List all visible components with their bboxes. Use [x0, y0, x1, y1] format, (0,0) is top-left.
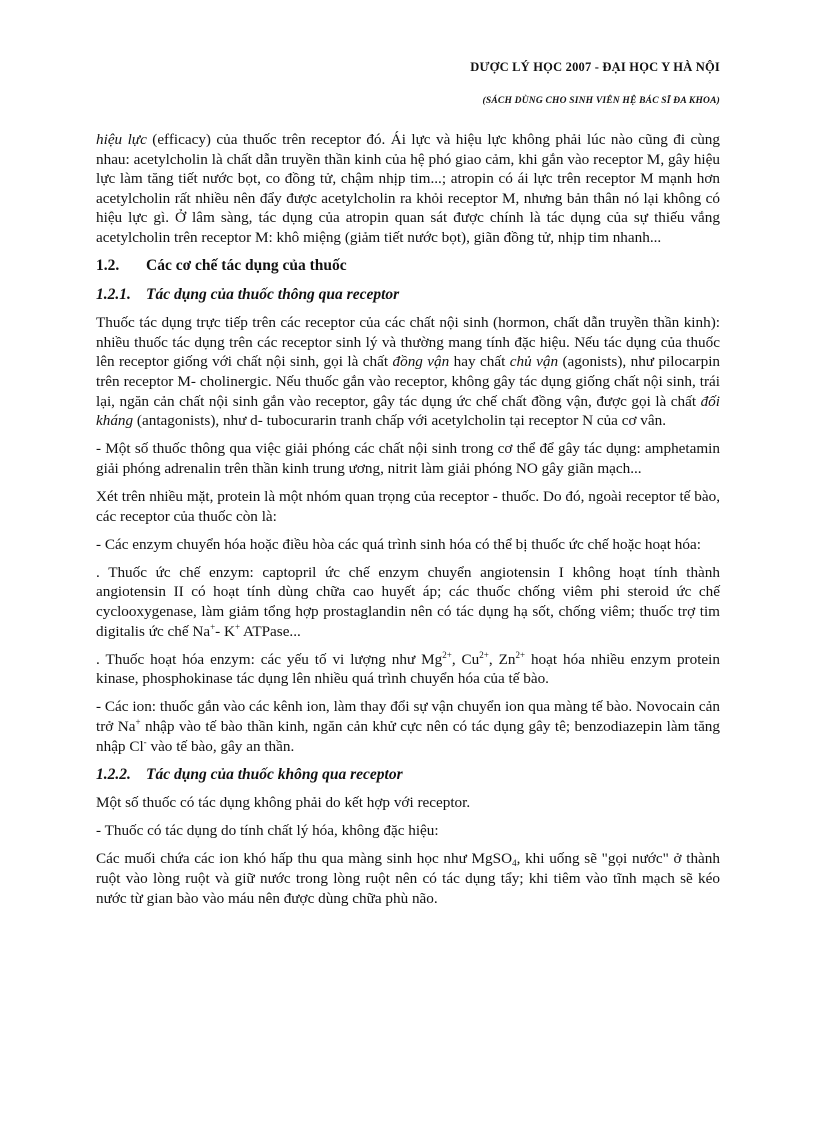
paragraph-ion-channels: - Các ion: thuốc gắn vào các kênh ion, làm thay đổi sự vận chuyển ion qua màng tế bào. Novocain cản trở Na+ nhập vào tế bào thần kinh, ngăn cản khử cực nên có tác dụng gây tê; benzodiazepin làm tăng nhập Cl- vào tế bào, gây an thần. [96, 698, 720, 755]
section-title: Các cơ chế tác dụng của thuốc [146, 257, 347, 275]
section-heading-1-2-1 [96, 285, 720, 305]
term-agonist-2: chủ vận [509, 353, 559, 371]
section-number: 1.2. [96, 257, 120, 275]
section-title: Tác dụng của thuốc thông qua receptor [146, 285, 400, 303]
paragraph-enzymes: - Các enzym chuyển hóa hoặc điều hòa các quá trình sinh hóa có thể bị thuốc ức chế hoặc hoạt hóa: [96, 535, 701, 553]
section-title: Tác dụng của thuốc không qua receptor [146, 765, 403, 783]
paragraph-osmotic-salts: Các muối chứa các ion khó hấp thu qua màng sinh học như MgSO$_4$, khi uống sẽ "gọi nước" ở thành ruột vào lòng ruột và giữ nước trong lòng ruột nên có tác dụng tẩy; khi tiêm vào tĩnh mạch sẽ kéo nước từ gian bào vào máu nên được dùng chữa phù não. [96, 850, 720, 907]
term-agonist-1: đồng vận [392, 353, 450, 371]
paragraph-efficacy: hiệu lực (efficacy) của thuốc trên receptor đó. Ái lực và hiệu lực không phải lúc nào cũng đi cùng nhau: acetylcholin là chất dẫn truyền thần kinh của hệ phó giao cảm, khi gắn vào receptor M, gây hiệu lực làm tăng tiết nước bọt, co đồng tử, chậm nhịp tim...; atropin có ái lực trên receptor M mạnh hơn acetylcholin rất nhiều nên đẩy được acetylcholin ra khỏi receptor M, nhưng bản thân nó lại không có hiệu lực gì. Ở lâm sàng, tác dụng của atropin quan sát được chính là tác dụng của sự thiếu vắng acetylcholin trên receptor M: khô miệng (giảm tiết nước bọt), giãn đồng tử, nhịp tim nhanh... [96, 131, 720, 246]
term-antagonist: đối kháng [96, 392, 720, 430]
paragraph-endogenous-release: - Một số thuốc thông qua việc giải phóng các chất nội sinh trong cơ thể để gây tác dụng: amphetamin giải phóng adrenalin trên thần kinh trung ương, nitrit làm giải phóng NO gây giãn mạch... [96, 440, 720, 477]
running-header-subtitle: (SÁCH DÙNG CHO SINH VIÊN HỆ BÁC SĨ ĐA KHOA) [482, 96, 720, 106]
paragraph-physicochemical: - Thuốc có tác dụng do tính chất lý hóa, không đặc hiệu: [96, 822, 439, 840]
document-body [96, 130, 720, 917]
paragraph-non-receptor: Một số thuốc có tác dụng không phải do kết hợp với receptor. [96, 794, 471, 812]
paragraph-protein-receptors: Xét trên nhiều mặt, protein là một nhóm quan trọng của receptor - thuốc. Do đó, ngoài receptor tế bào, các receptor của thuốc còn là: [96, 488, 720, 525]
section-heading-1-2-2 [96, 765, 720, 785]
paragraph-enzyme-inhibitors: . Thuốc ức chế enzym: captopril ức chế enzym chuyển angiotensin I không hoạt tính thành angiotensin II có hoạt tính dùng chữa cao huyết áp; các thuốc chống viêm phi steroid ức chế cyclooxygenase, làm giảm tổng hợp prostaglandin nên có tác dụng hạ sốt, chống viêm; thuốc trợ tim digitalis ức chế Na+- K+ ATPase... [96, 563, 720, 640]
section-number: 1.2.1. [96, 285, 131, 303]
paragraph-enzyme-activators: . Thuốc hoạt hóa enzym: các yếu tố vi lượng như $Mg^{2+}$, $Cu^{2+}$, $Zn^{2+}$ hoạt hóa nhiều enzym protein kinase, phosphokinase tác dụng lên nhiều quá trình chuyển hóa của tế bào. [96, 649, 720, 688]
running-header-title: DƯỢC LÝ HỌC 2007 - ĐẠI HỌC Y HÀ NỘI [470, 60, 720, 74]
section-heading-1-2 [96, 256, 720, 276]
paragraph-receptor-agonists: Thuốc tác dụng trực tiếp trên các receptor của các chất nội sinh (hormon, chất dẫn truyền thần kinh): nhiều thuốc tác dụng trên các receptor sinh lý và thường mang tính đặc hiệu. Nếu tác dụng của thuốc lên receptor giống với chất nội sinh, gọi là chất đồng vận hay chất chủ vận (agonists), như pilocarpin trên receptor M- cholinergic. Nếu thuốc gắn vào receptor, không gây tác dụng giống chất nội sinh, trái lại, ngăn cản chất nội sinh gắn vào receptor, gây tác dụng ức chế chất đồng vận, được gọi là chất đối kháng (antagonists), như d- tubocurarin tranh chấp với acetylcholin tại receptor N của cơ vân. [96, 314, 721, 430]
section-number: 1.2.2. [96, 765, 131, 783]
term-efficacy: hiệu lực [96, 131, 147, 148]
